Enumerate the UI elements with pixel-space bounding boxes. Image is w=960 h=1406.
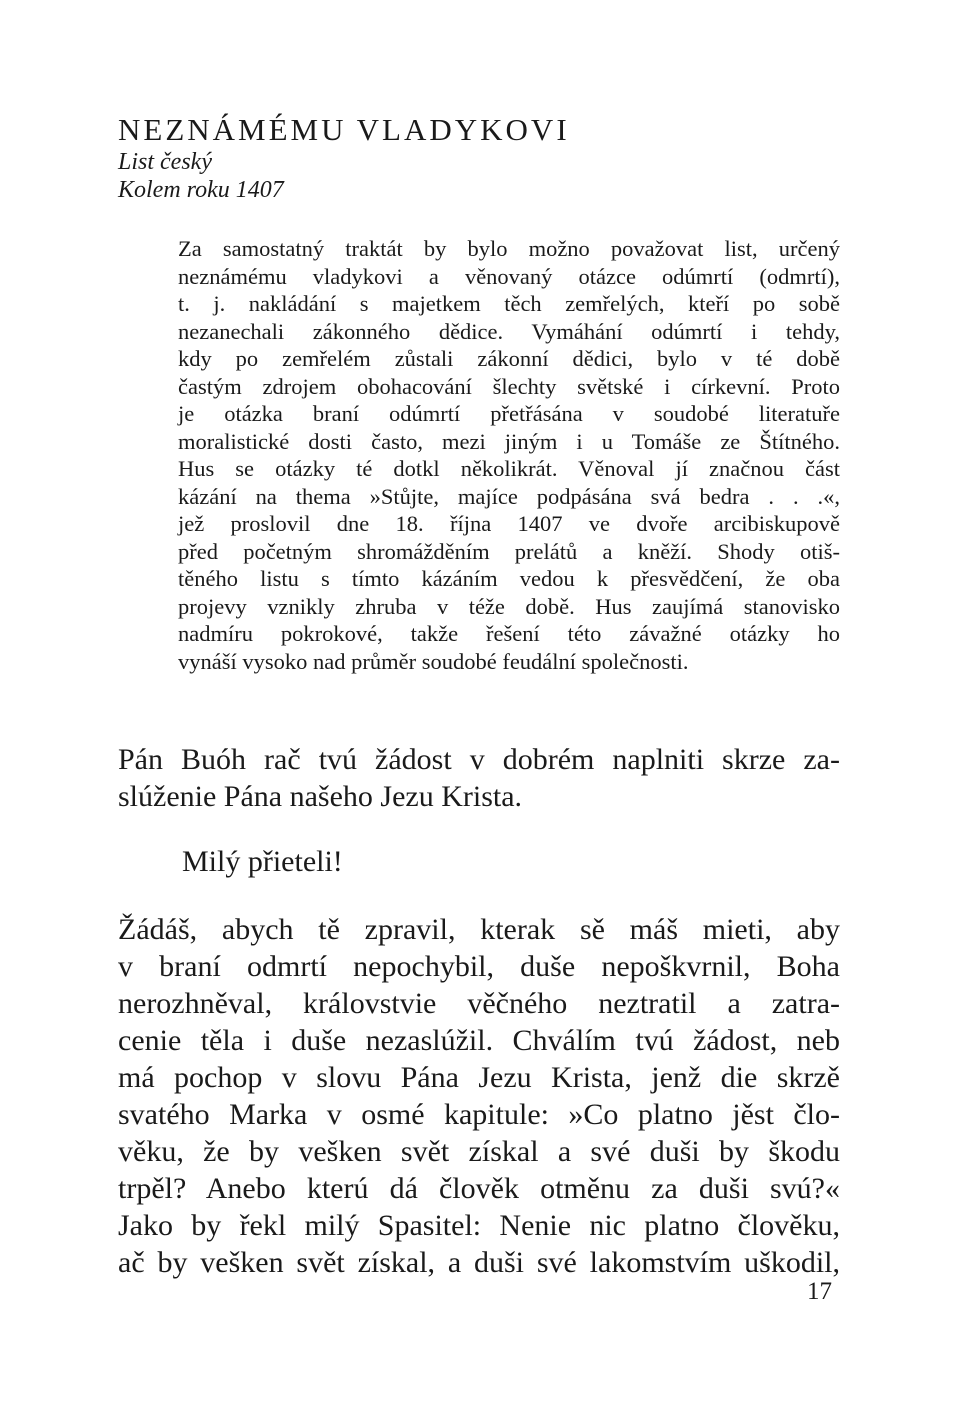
intro-line: nadmíru pokrokové, takže řešení této závažné otázky ho	[178, 621, 840, 646]
editorial-introduction	[178, 235, 840, 675]
body-line: ač by vešken svět získal, a duši své lakomstvím uškodil,	[118, 1246, 840, 1279]
intro-line: neznámému vladykovi a věnovaný otázce odúmrtí (odmrtí),	[178, 263, 840, 289]
letter-blessing	[118, 741, 840, 815]
intro-line: je otázka braní odúmrtí přetřásána v soudobé literatuře	[178, 401, 840, 426]
intro-line: před početným shromážděním prelátů a kněží. Shody otiš-	[178, 538, 840, 564]
body-line: Jako by řekl milý Spasitel: Nenie nic platno člověku,	[118, 1209, 840, 1242]
body-line: nerozhněval, královstvie věčného neztratil a zatra-	[118, 987, 840, 1020]
body-line: věku, že by vešken svět získal a své duši by škodu	[118, 1135, 840, 1168]
intro-line: častým zdrojem obohacování šlechty světské i církevní. Proto	[178, 373, 840, 399]
body-line: trpěl? Anebo kterú dá člověk otměnu za duši svú?«	[118, 1172, 840, 1205]
body-line: Žádáš, abych tě zpravil, kterak sě máš mieti, aby	[118, 913, 840, 946]
intro-line: projevy vznikly zhruba v téže době. Hus zaujímá stanovisko	[178, 593, 840, 619]
blessing-line: Pán Buóh rač tvú žádost v dobrém naplniti skrze za-	[118, 743, 840, 776]
chapter-subtitle-date: Kolem roku 1407	[118, 177, 284, 203]
intro-line: t. j. nakládání s majetkem těch zemřelých, kteří po sobě	[178, 291, 840, 316]
intro-line: Za samostatný traktát by bylo možno považovat list, určený	[178, 236, 840, 261]
body-line: svatého Marka v osmé kapitule: »Co platno jěst člo-	[118, 1098, 840, 1131]
chapter-subtitle-language: List český	[118, 149, 212, 175]
body-line: v braní odmrtí nepochybil, duše nepoškvrnil, Boha	[118, 950, 840, 983]
page-number: 17	[807, 1278, 832, 1305]
blessing-line: slúženie Pána našeho Jezu Krista.	[118, 780, 523, 813]
intro-line: kázání na thema »Stůjte, majíce podpásána svá bedra . . .«,	[178, 483, 840, 509]
intro-line: těného listu s tímto kázáním vedou k přesvědčení, že oba	[178, 566, 840, 591]
chapter-header	[118, 112, 840, 204]
body-line: cenie těla i duše nezaslúžil. Chválím tvú žádost, neb	[118, 1024, 840, 1057]
intro-line: kdy po zemřelém zůstali zákonní dědici, bylo v té době	[178, 346, 840, 371]
intro-line: vynáší vysoko nad průměr soudobé feudální společnosti.	[178, 648, 689, 674]
chapter-title: NEZNÁMÉMU VLADYKOVI	[118, 112, 570, 147]
letter-body	[118, 911, 840, 1281]
intro-line: nezanechali zákonného dědice. Vymáhání odúmrtí i tehdy,	[178, 318, 840, 344]
intro-line: moralistické dosti často, mezi jiným i u Tomáše ze Štítného.	[178, 428, 840, 454]
intro-line: Hus se otázky té dotkl několikrát. Věnoval jí značnou část	[178, 456, 840, 481]
intro-line: jež proslovil dne 18. října 1407 ve dvoře arcibiskupově	[178, 511, 840, 536]
letter-greeting: Milý přieteli!	[182, 845, 343, 878]
body-line: má pochop v slovu Pána Jezu Krista, jenž die skrzě	[118, 1061, 840, 1094]
